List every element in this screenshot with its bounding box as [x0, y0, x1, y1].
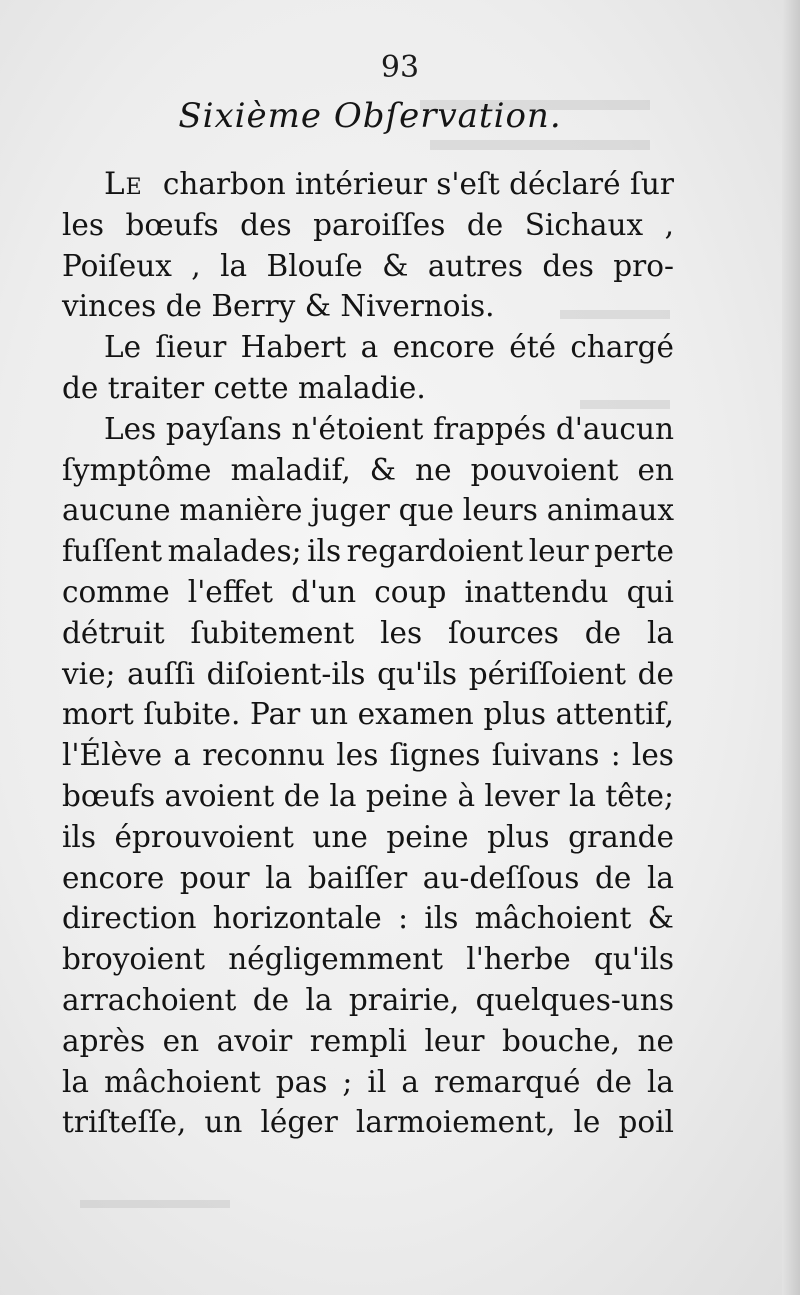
word: Sichaux [524, 207, 644, 242]
word: au-deſſous [422, 860, 580, 895]
word: encore [392, 330, 495, 365]
word: ils [307, 534, 342, 569]
word: la [305, 982, 333, 1017]
word: le [573, 1105, 601, 1140]
word: un [204, 1105, 243, 1140]
word: qu'ils [377, 656, 458, 691]
word: la [265, 860, 293, 895]
word: ſieur [155, 330, 227, 365]
word: manière [179, 493, 303, 528]
text-line [62, 654, 674, 695]
word: la [329, 778, 357, 813]
word: de [584, 615, 622, 650]
word: leur [424, 1023, 485, 1058]
word: pouvoient [470, 452, 619, 487]
word: maladif, [230, 452, 351, 487]
word: que [398, 493, 454, 528]
word: qui [626, 574, 674, 609]
word: direction [62, 901, 197, 936]
word: de [595, 860, 632, 895]
word: mâchoient [474, 901, 632, 936]
text-line [62, 205, 674, 246]
word: reconnu [202, 738, 326, 773]
word: périſſoient [468, 656, 626, 691]
word: plus [487, 819, 550, 854]
text-line [62, 164, 674, 205]
text-line [62, 1021, 674, 1062]
word: horizontale [212, 901, 382, 936]
word: peine [386, 819, 469, 854]
word: ne [637, 1023, 674, 1058]
text-line [62, 694, 674, 735]
page-number: 93 [380, 50, 420, 85]
text-line [62, 246, 674, 287]
word: Habert [240, 330, 347, 365]
word: , [664, 207, 674, 242]
word: regardoient [346, 534, 524, 569]
word: été [509, 330, 557, 365]
drop-initial: LE [104, 166, 142, 202]
word: comme [62, 574, 170, 609]
text-line [62, 735, 674, 776]
word: pro- [613, 248, 674, 283]
word: ſignes [389, 738, 481, 773]
word: détruit [62, 615, 165, 650]
word: il [367, 1064, 387, 1099]
word: mort [62, 697, 134, 732]
text-line [62, 1062, 674, 1103]
word: l'effet [187, 574, 274, 609]
text-line [62, 490, 674, 531]
word: Les [104, 411, 157, 446]
word: ſources [448, 615, 559, 650]
word: : [398, 901, 409, 936]
text-line [62, 898, 674, 939]
word: des [542, 248, 594, 283]
word: lever [484, 778, 560, 813]
word: leur [528, 534, 589, 569]
word: de [252, 982, 290, 1017]
text-line [62, 572, 674, 613]
word: chargé [570, 330, 674, 365]
word: rempli [309, 1023, 407, 1058]
word: de [637, 656, 674, 691]
word: la [568, 778, 596, 813]
word: d'un [291, 574, 357, 609]
word: baiſſer [307, 860, 408, 895]
word: juger [311, 493, 390, 528]
word: inattendu [464, 574, 609, 609]
word: Poiſeux [62, 248, 172, 283]
word: diſoient-ils [206, 656, 366, 691]
word: négligemment [228, 942, 443, 977]
text-line [62, 531, 674, 572]
word: un [309, 697, 348, 732]
word: a [173, 738, 191, 773]
word: ſuivans [491, 738, 600, 773]
text-line [62, 613, 674, 654]
word: & [382, 248, 409, 283]
word: l'Élève [62, 738, 163, 773]
word: arrachoient [62, 982, 237, 1017]
text-line [62, 776, 674, 817]
word: ils [424, 901, 459, 936]
word: Par [250, 697, 301, 732]
text-line [62, 817, 674, 858]
word: léger [260, 1105, 338, 1140]
word: Blouſe [266, 248, 363, 283]
word: remarqué [433, 1064, 581, 1099]
word: triſteſſe, [62, 1105, 187, 1140]
word: mâchoient [104, 1064, 261, 1099]
word: malades; [167, 534, 302, 569]
word: & [369, 452, 397, 487]
word: l'herbe [466, 942, 571, 977]
word: la [646, 1064, 674, 1099]
word: a [360, 330, 379, 365]
word: poil [618, 1105, 674, 1140]
word: fuſſent [62, 534, 163, 569]
word: en [637, 452, 674, 487]
word: broyoient [62, 942, 205, 977]
word: a [401, 1064, 419, 1099]
word: vie; [62, 656, 116, 691]
text-block [62, 164, 674, 1143]
word: prairie, [348, 982, 460, 1017]
word: ; [342, 1064, 353, 1099]
text-line [62, 327, 674, 368]
word: la [646, 615, 674, 650]
word: bœufs [125, 207, 219, 242]
word: les [62, 207, 105, 242]
word: quelques-uns [475, 982, 674, 1017]
text-line: de traiter cette maladie. [62, 370, 426, 405]
text-line [62, 980, 674, 1021]
text-line: vinces de Berry & Nivernois. [62, 289, 495, 324]
word: frappés [433, 411, 547, 446]
word: pour [179, 860, 250, 895]
word: avoient [164, 778, 275, 813]
word: leurs [462, 493, 538, 528]
word: n'étoient [291, 411, 424, 446]
word: aucune [62, 493, 171, 528]
word: ſymptôme [62, 452, 212, 487]
word: ſubite. [143, 697, 241, 732]
word: bouche, [502, 1023, 620, 1058]
text-line [62, 450, 674, 491]
word: de [466, 207, 504, 242]
word: les [380, 615, 423, 650]
section-heading: Sixième Obſervation. [178, 96, 562, 136]
word: animaux [546, 493, 674, 528]
text-line [62, 1102, 674, 1143]
text-line [62, 939, 674, 980]
text-line [62, 409, 674, 450]
word: examen [357, 697, 474, 732]
word: des [240, 207, 292, 242]
text-line [62, 858, 674, 899]
word: Le [104, 330, 142, 365]
word: une [312, 819, 368, 854]
word: les [336, 738, 379, 773]
word: après [62, 1023, 146, 1058]
word: les [631, 738, 674, 773]
word: peine [365, 778, 449, 813]
word: qu'ils [593, 942, 674, 977]
word: la [220, 248, 248, 283]
word: éprouvoient [114, 819, 294, 854]
word: plus [483, 697, 546, 732]
word: coup [374, 574, 447, 609]
word: auſſi [127, 656, 196, 691]
word: : [610, 738, 621, 773]
word: pas [275, 1064, 328, 1099]
word: , [191, 248, 201, 283]
word: la [62, 1064, 90, 1099]
word: perte [594, 534, 674, 569]
word: & [647, 901, 674, 936]
word: la [646, 860, 674, 895]
word: ils [62, 819, 97, 854]
text-line-content: charbon intérieur s'eſt déclaré ſur [162, 167, 674, 201]
word: tête; [605, 778, 674, 813]
word: grande [568, 819, 674, 854]
word: larmoiement, [355, 1105, 556, 1140]
word: avoir [216, 1023, 293, 1058]
word: ſubitement [190, 615, 355, 650]
word: autres [427, 248, 523, 283]
word: de [595, 1064, 632, 1099]
word: attentif, [555, 697, 674, 732]
word: d'aucun [555, 411, 674, 446]
word: bœufs [62, 778, 156, 813]
word: paroiſſes [313, 207, 446, 242]
word: encore [62, 860, 165, 895]
word: ne [415, 452, 452, 487]
word: payſans [165, 411, 282, 446]
word: de [283, 778, 320, 813]
word: à [457, 778, 476, 813]
word: en [162, 1023, 200, 1058]
